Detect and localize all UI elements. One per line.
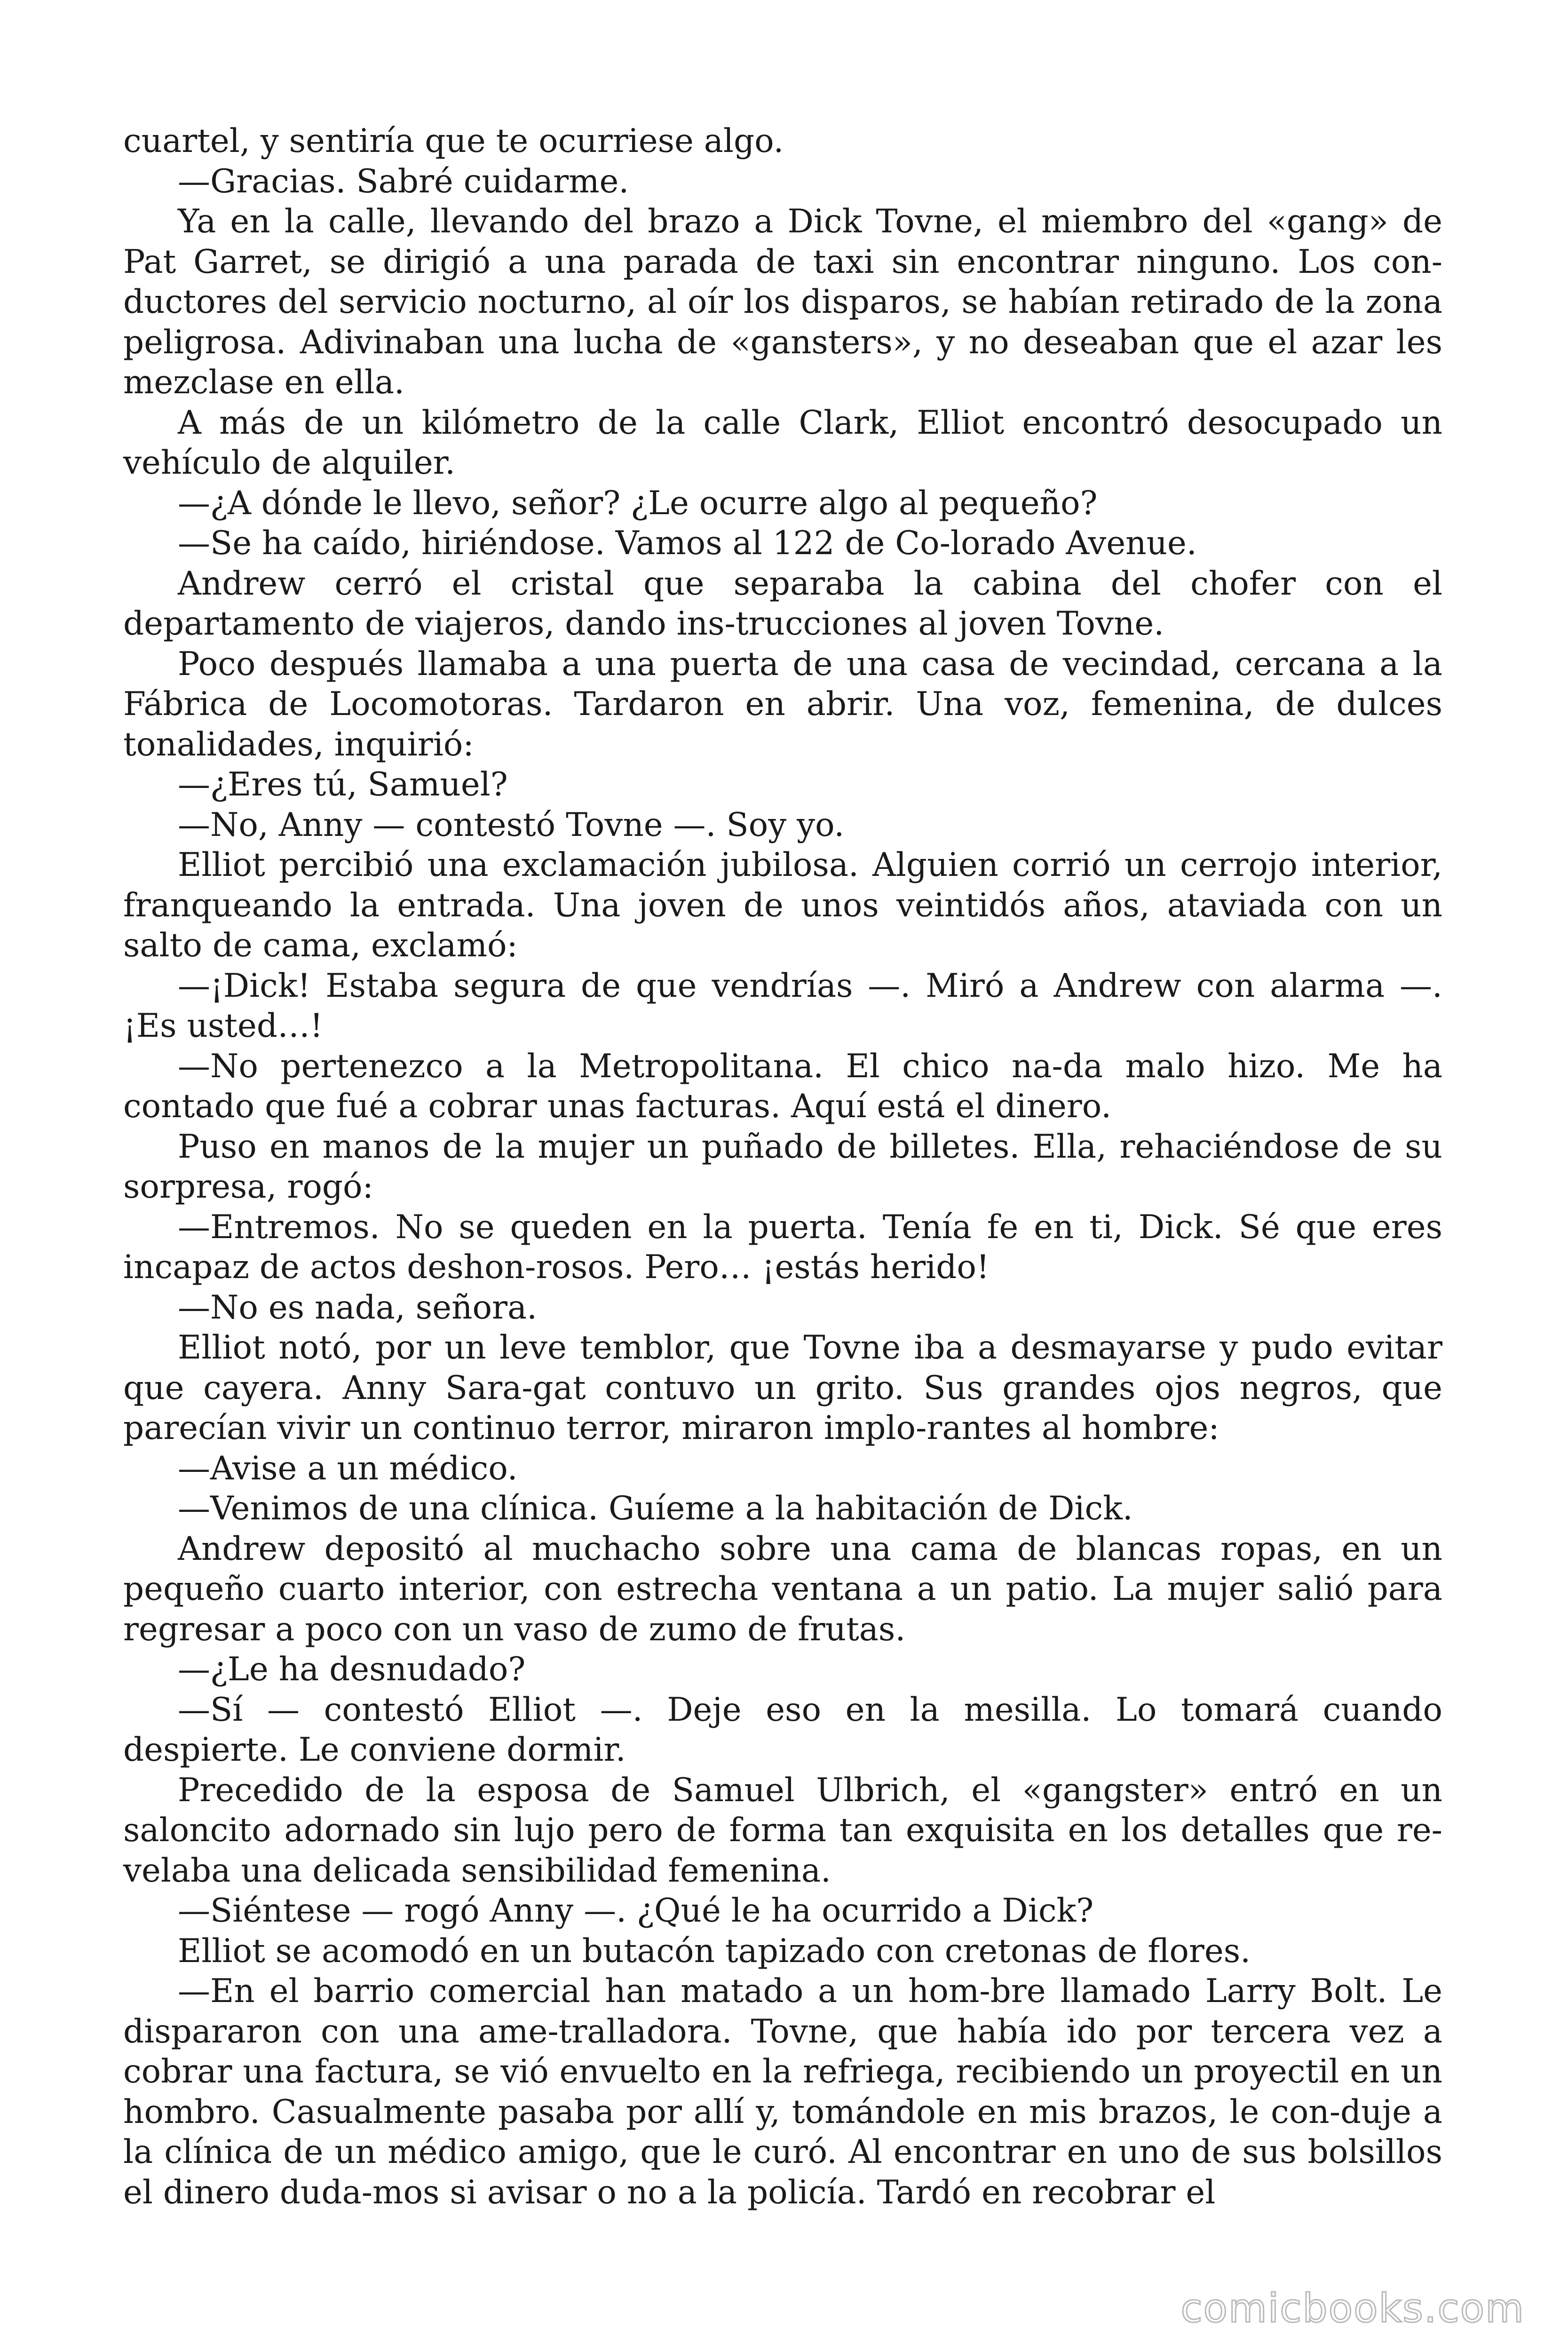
- paragraph: Precedido de la esposa de Samuel Ulbrich, el «gangster» entró en un saloncito adornado sin lujo pero de forma tan exquisita en los detalles que re-velaba una delicada sensibilidad femenina.: [123, 1771, 1442, 1890]
- paragraph: —¡Dick! Estaba segura de que vendrías —. Miró a Andrew con alarma —. ¡Es usted…!: [123, 967, 1442, 1045]
- paragraph: Poco después llamaba a una puerta de una casa de vecindad, cercana a la Fábrica de Locomotoras. Tardaron en abrir. Una voz, femenina, de dulces tonalidades, inquirió:: [123, 645, 1442, 763]
- paragraph: —¿Eres tú, Samuel?: [178, 766, 508, 803]
- paragraph: —¿Le ha desnudado?: [178, 1651, 526, 1688]
- paragraph: —No es nada, señora.: [178, 1288, 538, 1327]
- paragraph: —No pertenezco a la Metropolitana. El chico na-da malo hizo. Me ha contado que fué a cobrar unas facturas. Aquí está el dinero.: [123, 1047, 1442, 1125]
- paragraph: Andrew cerró el cristal que separaba la cabina del chofer con el departamento de viajeros, dando ins-trucciones al joven Tovne.: [123, 564, 1442, 643]
- watermark-logo: comicbooks.com: [1180, 2285, 1525, 2331]
- paragraph: Elliot notó, por un leve temblor, que Tovne iba a desmayarse y pudo evitar que cayera. Anny Sara-gat contuvo un grito. Sus grandes ojos negros, que parecían vivir un continuo terror, miraron implo-rantes al hombre:: [123, 1329, 1442, 1447]
- paragraph: —Sí — contestó Elliot —. Deje eso en la mesilla. Lo tomará cuando despierte. Le conviene dormir.: [123, 1691, 1442, 1769]
- paragraph: —En el barrio comercial han matado a un hom-bre llamado Larry Bolt. Le dispararon con una ame-tralladora. Tovne, que había ido por tercera vez a cobrar una factura, se vió envuelto en la refriega, recibiendo un proyectil en un hombro. Casualmente pasaba por allí y, tomándole en mis brazos, le con-duje a la clínica de un médico amigo, que le curó. Al encontrar en uno de sus bolsillos el dinero duda-mos si avisar o no a la policía. Tardó en recobrar el: [123, 1972, 1442, 2211]
- paragraph: —Siéntese — rogó Anny —. ¿Qué le ha ocurrido a Dick?: [178, 1892, 1094, 1930]
- paragraph: —Gracias. Sabré cuidarme.: [178, 162, 629, 200]
- paragraph: Elliot percibió una exclamación jubilosa. Alguien corrió un cerrojo interior, franqueando la entrada. Una joven de unos veintidós años, ataviada con un salto de cama, exclamó:: [123, 846, 1442, 964]
- page-body: [123, 121, 1442, 2213]
- paragraph: —Venimos de una clínica. Guíeme a la habitación de Dick.: [178, 1490, 1133, 1527]
- paragraph: Andrew depositó al muchacho sobre una cama de blancas ropas, en un pequeño cuarto interior, con estrecha ventana a un patio. La mujer salió para regresar a poco con un vaso de zumo de frutas.: [123, 1530, 1442, 1648]
- paragraph: —No, Anny — contestó Tovne —. Soy yo.: [178, 806, 845, 844]
- paragraph: —Avise a un médico.: [178, 1449, 518, 1487]
- paragraph: —Se ha caído, hiriéndose. Vamos al 122 de Co-lorado Avenue.: [178, 524, 1197, 562]
- paragraph: —Entremos. No se queden en la puerta. Tenía fe en ti, Dick. Sé que eres incapaz de actos deshon-rosos. Pero… ¡estás herido!: [123, 1208, 1442, 1286]
- paragraph: A más de un kilómetro de la calle Clark, Elliot encontró desocupado un vehículo de alquiler.: [123, 404, 1442, 482]
- paragraph: cuartel, y sentiría que te ocurriese algo.: [123, 122, 784, 160]
- paragraph: Ya en la calle, llevando del brazo a Dick Tovne, el miembro del «gang» de Pat Garret, se dirigió a una parada de taxi sin encontrar ninguno. Los con-ductores del servicio nocturno, al oír los disparos, se habían retirado de la zona peligrosa. Adivinaban una lucha de «gansters», y no deseaban que el azar les mezclase en ella.: [123, 203, 1442, 401]
- paragraph: Puso en manos de la mujer un puñado de billetes. Ella, rehaciéndose de su sorpresa, rogó:: [123, 1128, 1442, 1206]
- paragraph: —¿A dónde le llevo, señor? ¿Le ocurre algo al pequeño?: [178, 484, 1098, 522]
- paragraph: Elliot se acomodó en un butacón tapizado con cretonas de flores.: [178, 1932, 1251, 1970]
